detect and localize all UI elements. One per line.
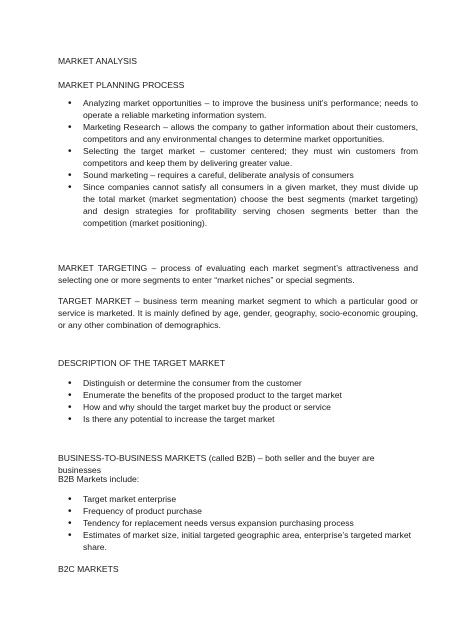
target-market-paragraph: TARGET MARKET – business term meaning market segment to which a particular good or service is marketed. It is mainly defined by age, gender, geography, socio-economic grouping, or any other combination of demographics. (58, 296, 418, 330)
list-item: • Distinguish or determine the consumer from the customer (66, 377, 418, 389)
list-item: • Analyzing market opportunities – to improve the business unit’s performance; needs to operate a reliable marketing information system. (66, 97, 418, 121)
bullet-icon (68, 121, 78, 134)
list-item: • How and why should the target market buy the product or service (66, 401, 418, 413)
bullet-icon (68, 413, 78, 426)
b2b-list (66, 493, 418, 553)
bullet-icon (68, 145, 78, 158)
description-list (66, 377, 418, 425)
list-item: • Estimates of market size, initial targeted geographic area, enterprise’s targeted market share. (66, 529, 418, 553)
heading-market-analysis: MARKET ANALYSIS (58, 56, 137, 66)
list-item: • Enumerate the benefits of the proposed product to the target market (66, 389, 418, 401)
list-item: • Selecting the target market – customer centered; they must win customers from competitors and keep them by delivering greater value. (66, 145, 418, 169)
list-item: • Tendency for replacement needs versus expansion purchasing process (66, 517, 418, 529)
list-item: • Frequency of product purchase (66, 505, 418, 517)
heading-b2c-markets: B2C MARKETS (58, 564, 119, 574)
list-item: • Marketing Research – allows the company to gather information about their customers, competitors and any environmental changes to determine market opportunities. (66, 121, 418, 145)
list-item: • Since companies cannot satisfy all consumers in a given market, they must divide up the total market (market segmentation) choose the best segments (market targeting) and design strategies for profitability serving chosen segments better than the competition (market positioning). (66, 181, 418, 229)
planning-process-list (66, 97, 418, 229)
bullet-icon (68, 181, 78, 194)
heading-market-planning-process: MARKET PLANNING PROCESS (58, 80, 185, 90)
b2b-include-label: B2B Markets include: (58, 474, 140, 484)
b2b-heading: BUSINESS-TO-BUSINESS MARKETS (called B2B) – both seller and the buyer are businesses (58, 453, 375, 475)
list-item: • Is there any potential to increase the target market (66, 413, 418, 425)
list-item: • Target market enterprise (66, 493, 418, 505)
heading-description-target-market: DESCRIPTION OF THE TARGET MARKET (58, 358, 225, 368)
market-targeting-paragraph: MARKET TARGETING – process of evaluating each market segment’s attractiveness and selecting one or more segments to enter “market niches” or special segments. (58, 263, 418, 285)
list-item: • Sound marketing – requires a careful, deliberate analysis of consumers (66, 169, 418, 181)
bullet-icon (68, 97, 78, 110)
bullet-icon (68, 529, 78, 542)
